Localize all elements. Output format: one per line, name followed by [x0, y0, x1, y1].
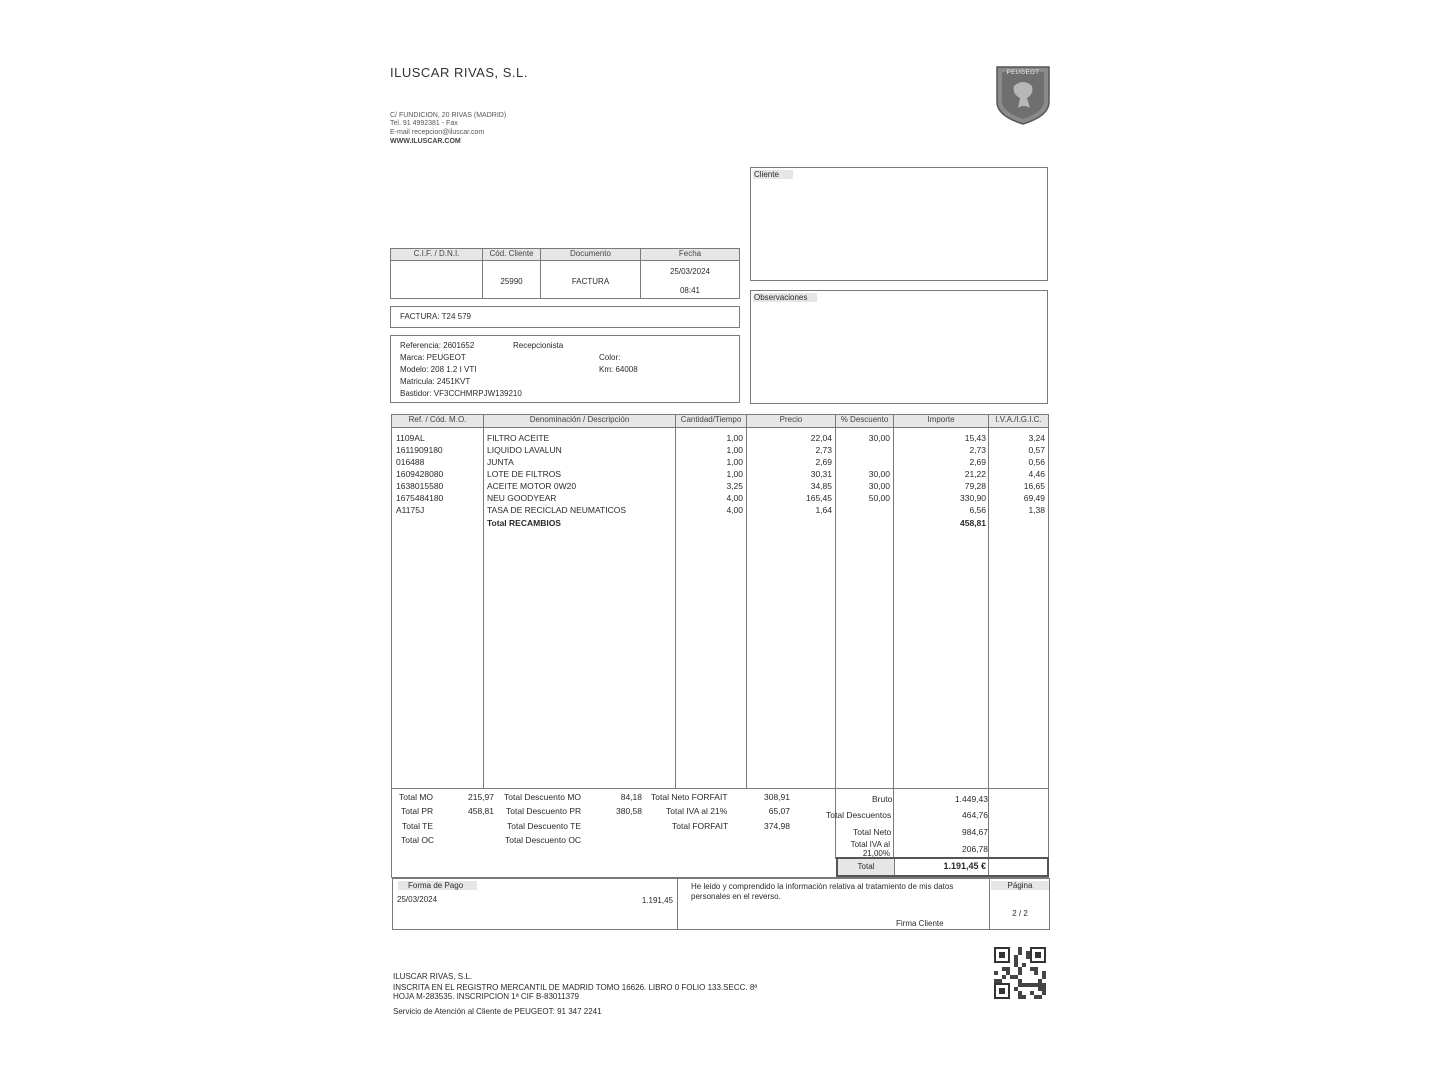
desc-mo-label: Total Descuento MO: [504, 792, 582, 802]
cell-desc: TASA DE RECICLAD NEUMATICOS: [487, 505, 627, 515]
documento-value: FACTURA: [571, 277, 610, 286]
iva21-value: 65,07: [768, 806, 790, 816]
neto-value: 984,67: [962, 827, 988, 837]
hora-value: 08:41: [679, 286, 701, 295]
neto-label: Total Neto: [853, 827, 892, 837]
cliente-box: [750, 167, 1048, 281]
cell-price: 2,69: [815, 457, 832, 467]
vehicle-bastidor: Bastidor: VF3CCHMRPJW139210: [400, 389, 522, 398]
peugeot-logo: [994, 64, 1052, 126]
header-documento: Documento: [541, 249, 640, 261]
payment-amount: 1.191,45: [641, 896, 673, 905]
desc-mo-value: 84,18: [620, 792, 642, 802]
forfait-value: 374,98: [764, 821, 790, 831]
bruto-label: Bruto: [872, 794, 893, 804]
cell-ref: A1175J: [396, 505, 425, 515]
vehicle-color: Color:: [599, 353, 621, 362]
cell-iva: 3,24: [1028, 433, 1045, 443]
payment-label: Forma de Pago: [398, 881, 477, 890]
footer-line-2: INSCRITA EN EL REGISTRO MERCANTIL DE MADRID TOMO 16626. LIBRO 0 FOLIO 133.SECC. 8ª: [393, 983, 758, 992]
cell-disc: 30,00: [868, 469, 890, 479]
company-web: WWW.ILUSCAR.COM: [390, 138, 461, 145]
vehicle-recepcionista: Recepcionista: [513, 341, 564, 350]
cell-iva: 0,57: [1028, 445, 1045, 455]
col-ref: Ref. / Cód. M.O.: [392, 415, 483, 428]
desc-oc-label: Total Descuento OC: [505, 835, 582, 845]
footer-line-1: ILUSCAR RIVAS, S.L.: [393, 972, 472, 981]
cell-price: 34,85: [810, 481, 832, 491]
cell-iva: 0,56: [1028, 457, 1045, 467]
company-name: ILUSCAR RIVAS, S.L.: [390, 65, 528, 80]
cell-desc: NEU GOODYEAR: [487, 493, 557, 503]
cell-disc: 30,00: [868, 433, 890, 443]
iva-value: 206,78: [962, 844, 988, 854]
desc-pr-label: Total Descuento PR: [506, 806, 582, 816]
cell-price: 1,64: [815, 505, 832, 515]
cell-iva: 1,38: [1028, 505, 1045, 515]
col-amount: Importe: [894, 415, 988, 428]
cell-price: 30,31: [810, 469, 832, 479]
iva-label: [842, 840, 890, 858]
company-email: E-mail recepcion@iluscar.com: [390, 129, 485, 136]
neto-forfait-label: Total Neto FORFAIT: [651, 792, 728, 802]
vehicle-marca: Marca: PEUGEOT: [400, 353, 466, 362]
total-mo-label: Total MO: [399, 792, 434, 802]
vehicle-referencia: Referencia: 2601652: [400, 341, 475, 350]
footer-line-3: HOJA M-283535. INSCRIPCION 1ª CIF B-83011379: [393, 992, 579, 1001]
desc-pr-value: 380,58: [616, 806, 642, 816]
total-pr-value: 458,81: [468, 806, 494, 816]
cell-amount: 21,22: [964, 469, 986, 479]
forfait-label: Total FORFAIT: [672, 821, 729, 831]
header-fecha: Fecha: [641, 249, 739, 261]
total-pr-label: Total PR: [401, 806, 434, 816]
grand-total-label: Total: [838, 859, 894, 875]
cell-price: 22,04: [810, 433, 832, 443]
cell-qty: 4,00: [726, 493, 743, 503]
cell-qty: 1,00: [726, 457, 743, 467]
cell-qty: 3,25: [726, 481, 743, 491]
cell-disc: 30,00: [868, 481, 890, 491]
cell-desc: JUNTA: [487, 457, 514, 467]
doc-header-table: [390, 248, 740, 299]
totals-box: [391, 789, 1049, 878]
total-recambios-label: Total RECAMBIOS: [487, 518, 561, 528]
cell-desc: LIQUIDO LAVALUN: [487, 445, 562, 455]
factura-box: [390, 306, 740, 328]
descuentos-value: 464,76: [962, 810, 988, 820]
descuentos-label: Total Descuentos: [826, 810, 892, 820]
vehicle-box: [390, 335, 740, 403]
cell-ref: 1675484180: [396, 493, 444, 503]
col-price: Precio: [747, 415, 835, 428]
fecha-value: 25/03/2024: [669, 267, 711, 276]
vehicle-matricula: Matricula: 2451KVT: [400, 377, 471, 386]
neto-forfait-value: 308,91: [764, 792, 790, 802]
iva-label-1: Total IVA al: [850, 840, 890, 849]
col-discount: % Descuento: [836, 415, 893, 428]
bruto-value: 1.449,43: [954, 794, 988, 804]
cell-desc: FILTRO ACEITE: [487, 433, 550, 443]
total-oc-label: Total OC: [401, 835, 435, 845]
signature-label: Firma Cliente: [896, 919, 944, 928]
cell-ref: 1609428080: [396, 469, 444, 479]
privacy-text-1: He leido y comprendido la información relativa al tratamiento de mis datos: [691, 882, 954, 891]
observaciones-box: [750, 290, 1048, 404]
payment-date: 25/03/2024: [397, 895, 438, 904]
header-cif: C.I.F. / D.N.I.: [391, 249, 482, 261]
cell-amount: 2,69: [969, 457, 986, 467]
items-table: [391, 414, 1049, 789]
page-value: 2 / 2: [1012, 909, 1028, 918]
cell-desc: ACEITE MOTOR 0W20: [487, 481, 577, 491]
footer-table: [392, 878, 1050, 930]
cell-qty: 1,00: [726, 445, 743, 455]
cell-price: 165,45: [806, 493, 832, 503]
factura-number: FACTURA: T24 579: [400, 312, 471, 321]
cell-iva: 16,65: [1023, 481, 1045, 491]
privacy-text-2: personales en el reverso.: [691, 892, 781, 901]
cell-ref: 1638015580: [396, 481, 444, 491]
company-phone: Tel. 91 4992381 - Fax: [390, 120, 458, 127]
header-cod-cliente: Cód. Cliente: [483, 249, 540, 261]
cell-ref: 016488: [396, 457, 425, 467]
cell-amount: 330,90: [960, 493, 986, 503]
cod-cliente-value: 25990: [500, 277, 523, 286]
total-mo-value: 215,97: [468, 792, 494, 802]
cliente-label: Cliente: [753, 170, 793, 179]
grand-total-box: [836, 857, 1049, 877]
cell-iva: 69,49: [1023, 493, 1045, 503]
total-recambios-value: 458,81: [960, 518, 986, 528]
vehicle-km: Km: 64008: [599, 365, 638, 374]
col-iva: I.V.A./I.G.I.C.: [989, 415, 1048, 428]
cell-desc: LOTE DE FILTROS: [487, 469, 561, 479]
iva21-label: Total IVA al 21%: [666, 806, 728, 816]
desc-te-label: Total Descuento TE: [507, 821, 582, 831]
qr-code: [994, 947, 1046, 999]
col-qty: Cantidad/Tiempo: [676, 415, 746, 428]
cell-amount: 6,56: [969, 505, 986, 515]
company-address: C/ FUNDICION, 20 RIVAS (MADRID): [390, 112, 507, 119]
footer-line-4: Servicio de Atención al Cliente de PEUGEOT: 91 347 2241: [393, 1007, 602, 1016]
cell-amount: 2,73: [969, 445, 986, 455]
page-label: Página: [991, 881, 1049, 890]
logo-text: PEUGEOT: [1006, 70, 1040, 76]
grand-total-value: 1.191,45 €: [943, 861, 986, 871]
vehicle-modelo: Modelo: 208 1.2 I VTI: [400, 365, 477, 374]
col-desc: Denominación / Descripción: [484, 415, 675, 428]
cell-ref: 1109AL: [396, 433, 425, 443]
cell-amount: 15,43: [964, 433, 986, 443]
cell-price: 2,73: [815, 445, 832, 455]
cell-disc: 50,00: [868, 493, 890, 503]
total-te-label: Total TE: [402, 821, 434, 831]
cell-iva: 4,46: [1028, 469, 1045, 479]
iva-label-2: 21,00%: [862, 849, 890, 858]
observaciones-label: Observaciones: [753, 293, 817, 302]
cell-ref: 1611909180: [396, 445, 443, 455]
cell-qty: 1,00: [726, 469, 743, 479]
cell-amount: 79,28: [964, 481, 986, 491]
cell-qty: 4,00: [726, 505, 743, 515]
cell-qty: 1,00: [726, 433, 743, 443]
